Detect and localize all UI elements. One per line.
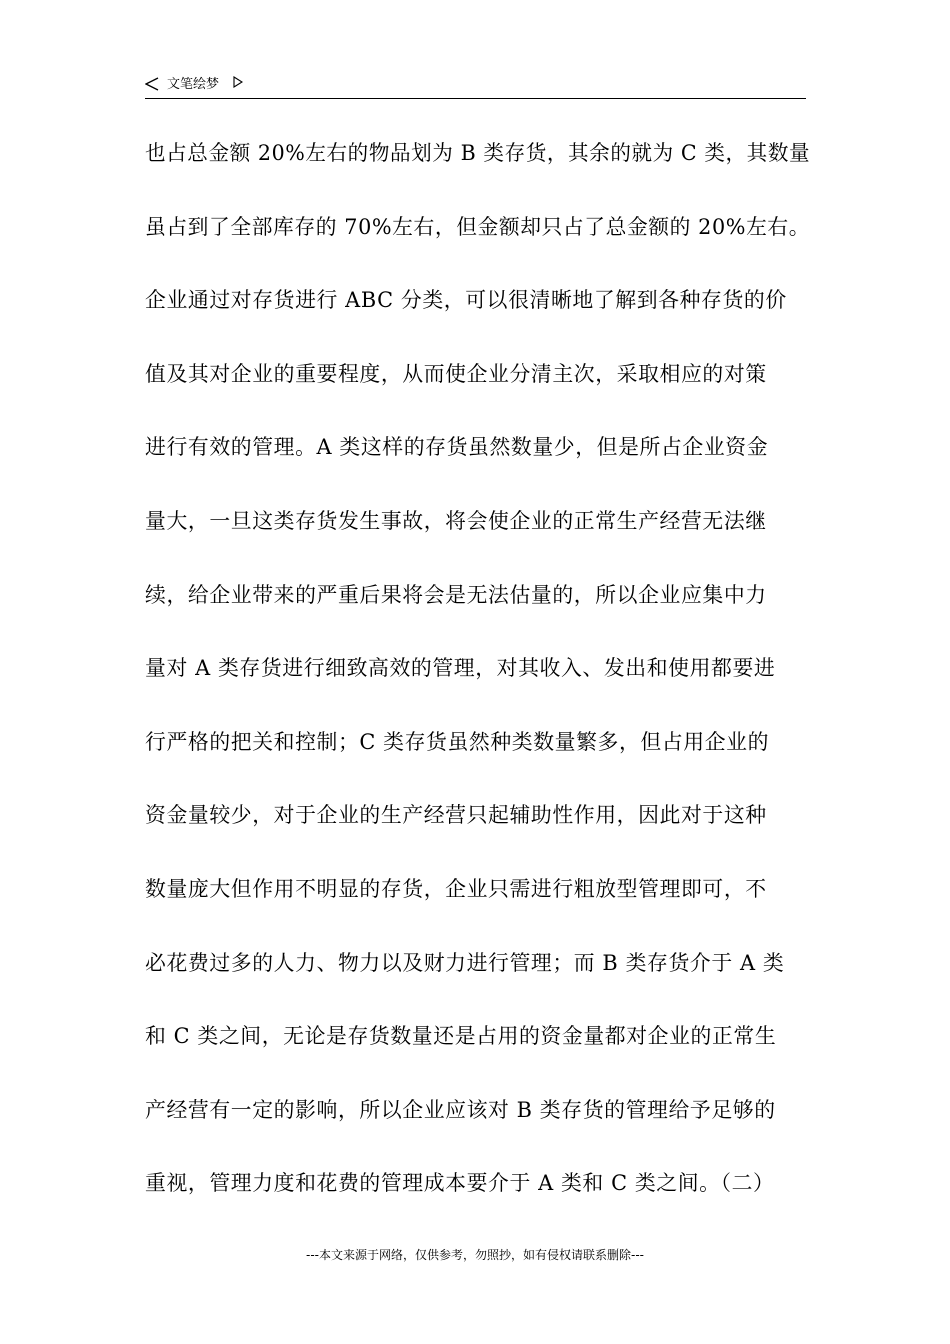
footer-disclaimer: ---本文来源于网络，仅供参考，勿照抄，如有侵权请联系删除--- xyxy=(306,1248,644,1262)
text-line: 和 C 类之间，无论是存货数量还是占用的资金量都对企业的正常生 xyxy=(145,1024,777,1049)
page-header xyxy=(145,74,806,99)
text-line: 值及其对企业的重要程度，从而使企业分清主次，采取相应的对策 xyxy=(145,361,767,386)
text-line: 虽占到了全部库存的 70%左右，但金额却只占了总金额的 20%左右。 xyxy=(145,214,811,239)
text-line: 企业通过对存货进行 ABC 分类，可以很清晰地了解到各种存货的价 xyxy=(145,288,787,313)
text-line: 续，给企业带来的严重后果将会是无法估量的，所以企业应集中力 xyxy=(145,582,767,607)
text-line: 产经营有一定的影响，所以企业应该对 B 类存货的管理给予足够的 xyxy=(145,1097,776,1122)
text-line: 重视，管理力度和花费的管理成本要介于 A 类和 C 类之间。（二） xyxy=(145,1171,775,1196)
left-triangle-icon xyxy=(145,77,159,91)
text-line: 量对 A 类存货进行细致高效的管理，对其收入、发出和使用都要进 xyxy=(145,656,776,681)
text-line: 也占总金额 20%左右的物品划为 B 类存货，其余的就为 C 类，其数量 xyxy=(145,141,811,165)
text-line: 数量庞大但作用不明显的存货，企业只需进行粗放型管理即可，不 xyxy=(145,876,767,901)
right-triangle-icon xyxy=(233,76,243,88)
text-line: 进行有效的管理。A 类这样的存货虽然数量少，但是所占企业资金 xyxy=(145,435,769,460)
document-body xyxy=(145,117,815,1221)
text-line: 必花费过多的人力、物力以及财力进行管理；而 B 类存货介于 A 类 xyxy=(145,950,785,975)
text-line: 量大，一旦这类存货发生事故，将会使企业的正常生产经营无法继 xyxy=(145,508,767,533)
text-line: 资金量较少，对于企业的生产经营只起辅助性作用，因此对于这种 xyxy=(145,803,767,828)
text-line: 行严格的把关和控制；C 类存货虽然种类数量繁多，但占用企业的 xyxy=(145,729,770,754)
header-title: 文笔绘梦 xyxy=(167,77,220,92)
